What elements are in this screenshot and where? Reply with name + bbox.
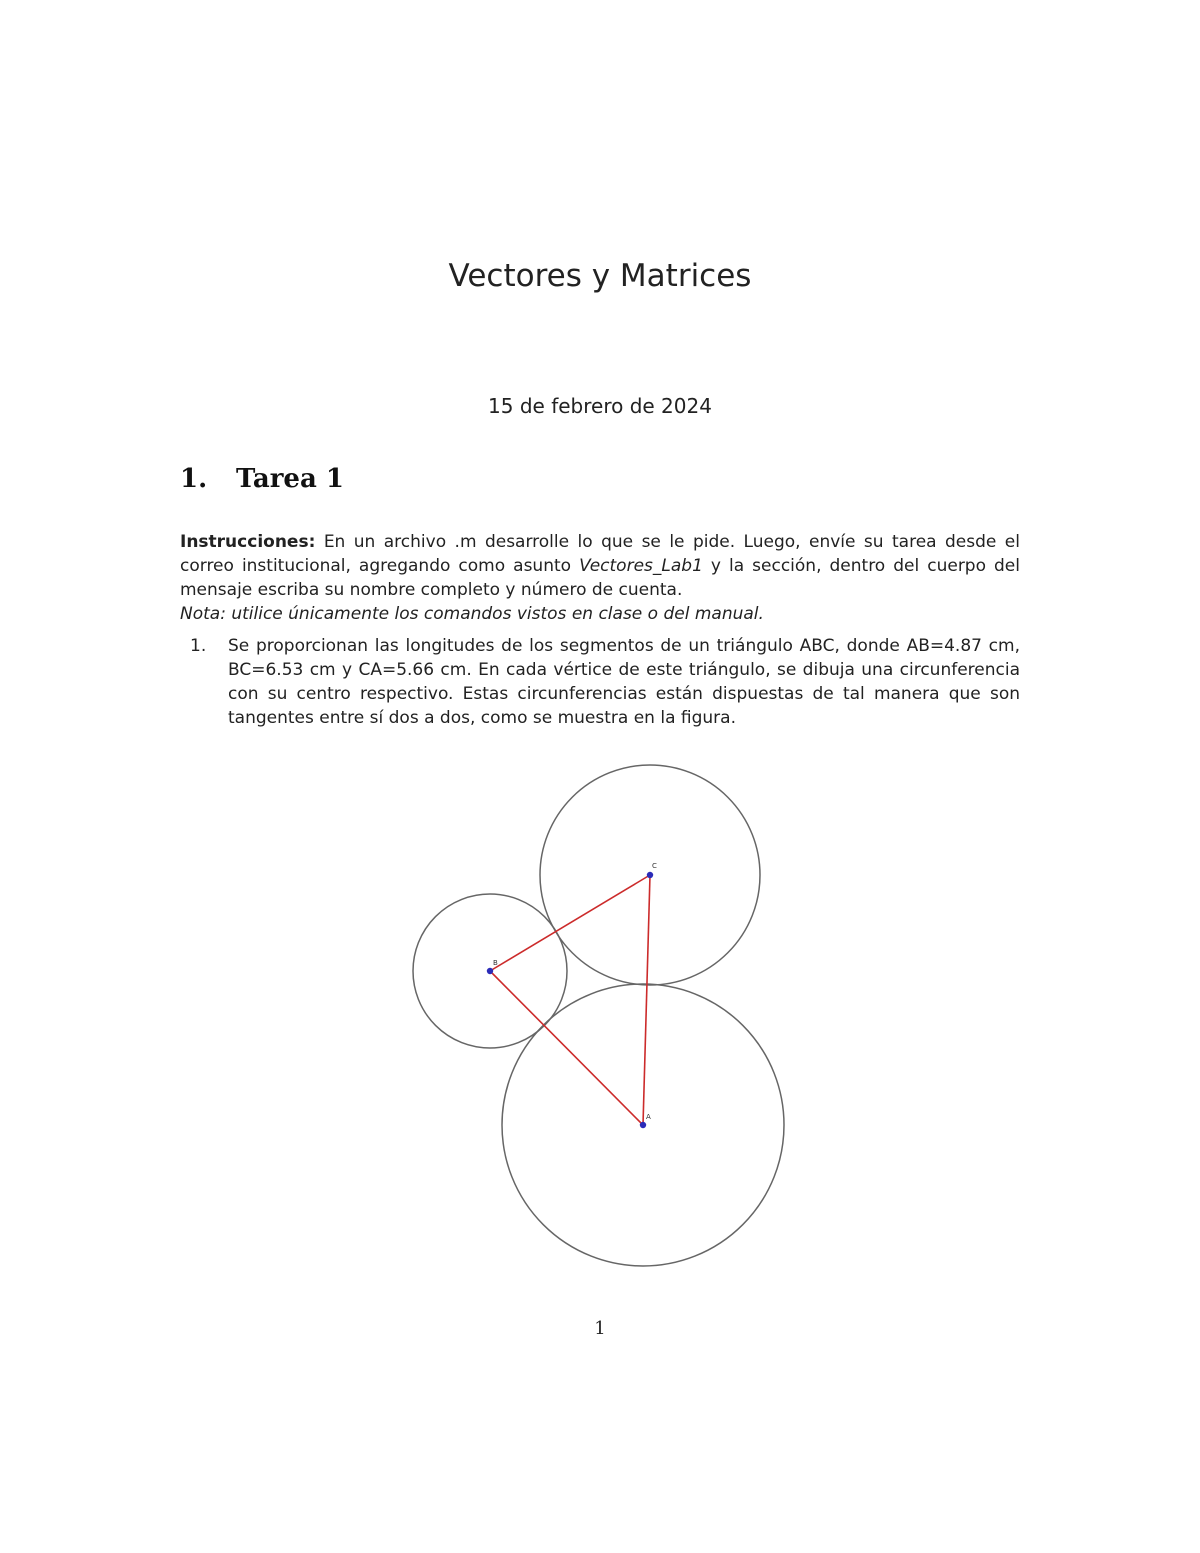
segment-ca: [643, 875, 650, 1125]
section-number: 1.: [180, 464, 208, 494]
segment-ab: [490, 971, 643, 1125]
problem-text: Se proporcionan las longitudes de los segmentos de un triángulo ABC, donde AB=4.87 cm, BC=6.53 cm y CA=5.66 cm. En cada vértice de este triángulo, se dibuja una circunferencia con su centro respectivo. Estas circunferencias están dispuestas de tal manera que son tangentes entre sí dos a dos, como se muestra en la figura.: [228, 636, 1020, 728]
label-a: A: [646, 1113, 651, 1121]
point-c: [647, 872, 653, 878]
point-b: [487, 968, 493, 974]
problem-number: 1.: [190, 636, 207, 656]
point-a: [640, 1122, 646, 1128]
label-b: B: [493, 959, 498, 967]
email-subject: Vectores_Lab1: [579, 556, 703, 576]
label-c: C: [652, 862, 657, 870]
section-heading: [180, 464, 344, 494]
problem-item: [180, 634, 1020, 730]
tangent-circles-figure: [400, 755, 800, 1275]
instructions-text-2: y la sección, dentro del cuerpo del mensaje escriba su nombre completo y número de cuenta.: [180, 556, 1020, 600]
document-title: Vectores y Matrices: [448, 258, 752, 294]
document-date: 15 de febrero de 2024: [488, 394, 712, 418]
instructions-paragraph: [180, 530, 1020, 602]
note-paragraph: Nota: utilice únicamente los comandos vistos en clase o del manual.: [180, 604, 764, 624]
instructions-label: Instrucciones:: [180, 532, 316, 552]
section-title: Tarea 1: [236, 464, 344, 494]
instructions-text-1: En un archivo .m desarrolle lo que se le pide. Luego, envíe su tarea desde el correo institucional, agregando como asunto: [180, 532, 1020, 576]
page-number: 1: [594, 1318, 606, 1339]
segment-bc: [490, 875, 650, 971]
